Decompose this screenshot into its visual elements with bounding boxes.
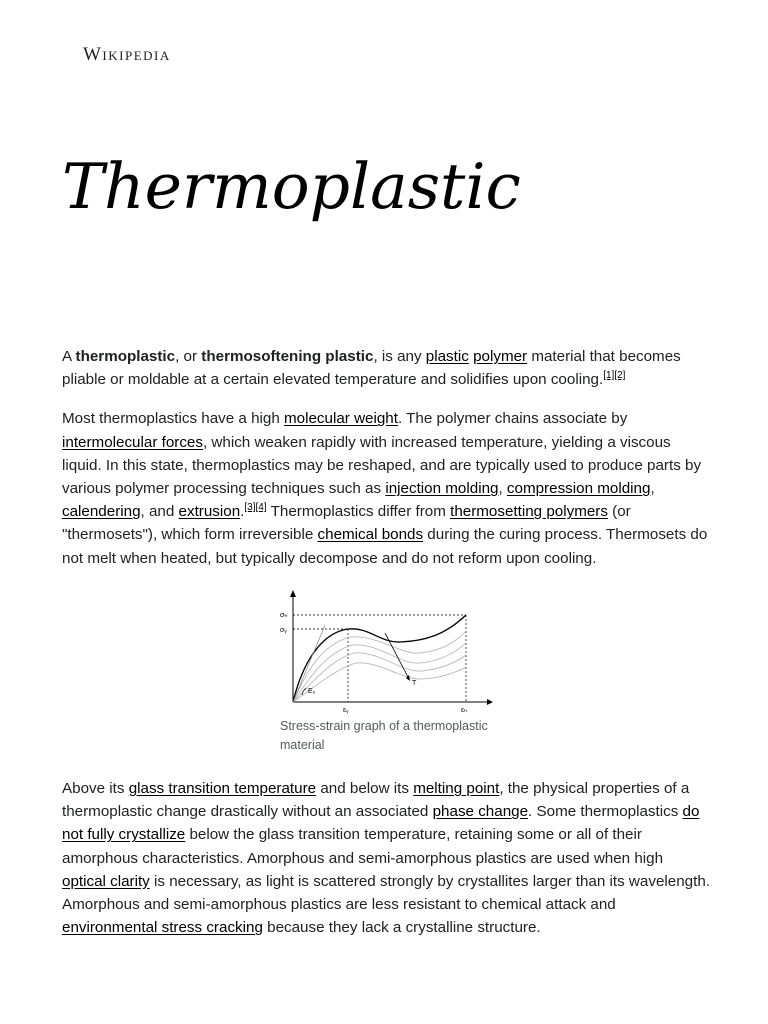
link-melting-point[interactable]: melting point bbox=[413, 780, 500, 797]
link-extrusion[interactable]: extrusion bbox=[178, 503, 241, 521]
text: material that becomes pliable or moldable at a certain elevated temperature and solidifies upon cooling. bbox=[62, 348, 681, 389]
link-intermolecular-forces[interactable]: intermolecular forces bbox=[62, 433, 203, 451]
stress-strain-graph[interactable] bbox=[280, 585, 495, 715]
x-axis-arrow bbox=[487, 699, 493, 705]
text: Thermoplastics differ from bbox=[266, 503, 451, 521]
link-compression-molding[interactable]: compression molding bbox=[506, 480, 651, 498]
text: , which weaken rapidly with increased temperature, yielding a viscous liquid. In this state, thermoplastics may be reshaped, and are typically used to produce parts by various polymer processing techniques such as bbox=[62, 433, 702, 498]
ref-2[interactable]: [2] bbox=[614, 370, 626, 382]
link-thermosetting-polymers[interactable]: thermosetting polymers bbox=[450, 503, 608, 521]
text: . The polymer chains associate by bbox=[397, 410, 628, 428]
text: , the physical properties of a thermoplastic change drastically without an associated bbox=[62, 780, 690, 821]
link-calendering[interactable]: calendering bbox=[62, 503, 141, 521]
link-optical-clarity[interactable]: optical clarity bbox=[62, 872, 150, 890]
text: , or bbox=[175, 348, 202, 365]
t-label: T bbox=[412, 680, 417, 687]
link-glass-transition-temperature[interactable]: glass transition temperature bbox=[128, 780, 317, 797]
text: , is any bbox=[373, 348, 426, 365]
text: , bbox=[498, 480, 507, 498]
curve-t2 bbox=[293, 643, 466, 702]
temperature-arrowhead bbox=[406, 675, 410, 681]
text: . Some thermoplastics bbox=[528, 803, 683, 821]
sigma-b-label: σₕ bbox=[280, 612, 288, 619]
text: Most thermoplastics have a high bbox=[62, 410, 285, 428]
text: below the glass transition temperature, retaining some or all of their amorphous characteristics. Amorphous and semi-amorphous plastics are used when high bbox=[62, 826, 664, 867]
text: during the curing process. Thermosets do not melt when heated, but typically decompose and do not reform upon cooling. bbox=[62, 526, 708, 567]
y-axis-arrow bbox=[290, 590, 296, 597]
article-body bbox=[62, 345, 710, 586]
text: , bbox=[650, 480, 655, 498]
reference-group bbox=[603, 370, 625, 381]
link-do-not-fully-crystallize[interactable]: do not fully crystallize bbox=[62, 803, 700, 844]
curve-t3 bbox=[293, 653, 466, 702]
text: because they lack a crystalline structure. bbox=[262, 919, 541, 937]
text: , and bbox=[140, 503, 179, 521]
e-b-label: εₕ bbox=[461, 707, 467, 714]
link-environmental-stress-cracking[interactable]: environmental stress cracking bbox=[62, 919, 263, 937]
curve-t4 bbox=[293, 663, 466, 702]
sigma-y-label: σᵧ bbox=[280, 627, 287, 634]
page-title: Thermoplastic bbox=[62, 150, 521, 223]
wikipedia-wordmark[interactable]: Wikipedia bbox=[83, 44, 171, 65]
article-body-continued bbox=[62, 777, 710, 939]
paragraph-intro bbox=[62, 345, 710, 391]
figure-caption: Stress-strain graph of a thermoplastic material bbox=[280, 719, 488, 752]
bold-term: thermoplastic bbox=[75, 348, 176, 365]
link-polymer[interactable]: polymer bbox=[473, 348, 528, 365]
text: is necessary, as light is scattered strongly by crystallites larger than its wavelength. Amorphous and semi-amorphous plastics are less resistant to chemical attack and bbox=[62, 872, 710, 914]
text: A bbox=[62, 348, 76, 365]
paragraph-glass-transition bbox=[62, 777, 710, 939]
e0-label: E₀ bbox=[308, 688, 316, 695]
link-plastic[interactable]: plastic bbox=[425, 348, 469, 365]
paragraph-molecular bbox=[62, 407, 710, 569]
ref-3[interactable]: [3] bbox=[244, 502, 256, 514]
link-molecular-weight[interactable]: molecular weight bbox=[284, 410, 398, 428]
link-phase-change[interactable]: phase change bbox=[432, 803, 529, 821]
stress-strain-figure bbox=[280, 585, 495, 755]
e-y-label: εᵧ bbox=[343, 707, 349, 714]
text: (or "thermosets"), which form irreversible bbox=[62, 503, 631, 544]
reference-group bbox=[244, 502, 266, 513]
text: . bbox=[240, 503, 245, 521]
ref-1[interactable]: [1] bbox=[603, 370, 615, 382]
link-injection-molding[interactable]: injection molding bbox=[385, 480, 499, 498]
temperature-arrow bbox=[385, 633, 408, 677]
ref-4[interactable]: [4] bbox=[255, 502, 267, 514]
text: and below its bbox=[316, 780, 414, 797]
text: Above its bbox=[62, 780, 129, 797]
bold-term: thermosoftening plastic bbox=[201, 348, 374, 365]
link-chemical-bonds[interactable]: chemical bonds bbox=[317, 526, 424, 544]
